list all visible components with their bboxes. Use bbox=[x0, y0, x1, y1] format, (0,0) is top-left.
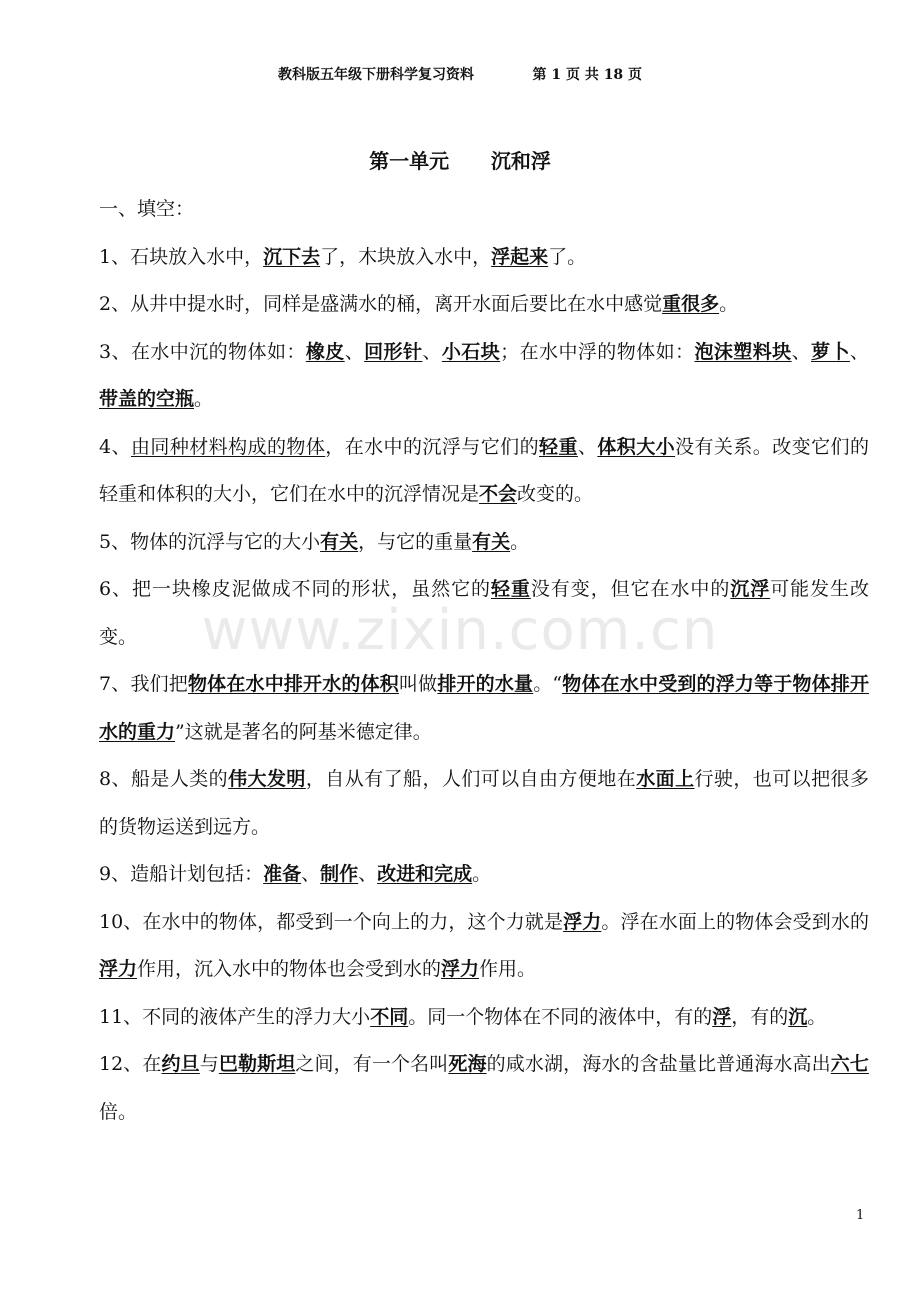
answer-blank: 回形针 bbox=[364, 340, 423, 363]
list-item bbox=[99, 994, 869, 1042]
item-text: 6、把一块橡皮泥做成不同的形状，虽然它的 bbox=[99, 578, 491, 600]
item-text: 5、物体的沉浮与它的大小 bbox=[99, 530, 321, 553]
answer-blank: 浮力 bbox=[441, 958, 480, 980]
unit-title: 第一单元 沉和浮 bbox=[369, 149, 551, 173]
item-text: 、 bbox=[849, 340, 869, 363]
answer-blank: 浮 bbox=[712, 1005, 732, 1028]
answer-blank: 水面上 bbox=[636, 768, 695, 790]
item-text: 。 bbox=[719, 293, 739, 315]
answer-blank: 轻重 bbox=[539, 435, 578, 458]
item-text: ，在水中的沉浮与它们的 bbox=[325, 435, 540, 458]
item-text: 作用。 bbox=[479, 958, 537, 980]
answer-blank: 伟大发明 bbox=[228, 768, 306, 790]
answer-blank: 由同种材料构成的物体 bbox=[130, 435, 326, 458]
item-text: 与 bbox=[199, 1053, 219, 1075]
answer-blank: 沉下去 bbox=[263, 245, 321, 268]
answer-blank: 物体在水中受到的浮力等于物体排开水的重力 bbox=[99, 673, 869, 743]
list-item bbox=[99, 234, 869, 282]
watermark: www.zixin.com.cn bbox=[201, 598, 719, 663]
list-item bbox=[99, 566, 869, 661]
item-text: 12、在 bbox=[99, 1053, 162, 1075]
item-text: 10、在水中的物体，都受到一个向上的力，这个力就是 bbox=[99, 910, 564, 933]
answer-blank: 浮力 bbox=[563, 910, 602, 933]
answer-blank: 萝卜 bbox=[811, 340, 850, 363]
item-text: 的咸水湖，海水的含盐量比普通海水高出 bbox=[486, 1053, 831, 1075]
item-text: 。 bbox=[807, 1005, 827, 1028]
list-item bbox=[99, 1041, 869, 1136]
item-text: 、 bbox=[358, 863, 378, 885]
answer-blank: 约旦 bbox=[161, 1053, 200, 1075]
answer-blank: 准备 bbox=[263, 863, 302, 885]
section-heading: 一、填空： bbox=[99, 198, 195, 220]
answer-blank: 带盖的空瓶 bbox=[99, 388, 195, 410]
answer-blank: 有关 bbox=[320, 530, 359, 553]
item-text: 、 bbox=[344, 340, 365, 363]
answer-blank: 橡皮 bbox=[305, 340, 345, 363]
item-text: 。 bbox=[194, 388, 214, 410]
header-doc-title: 教科版五年级下册科学复习资料 bbox=[277, 67, 474, 83]
item-text: 。同一个物体在不同的液体中，有的 bbox=[408, 1005, 713, 1028]
item-text: 1、石块放入水中， bbox=[99, 245, 264, 268]
answer-blank: 体积大小 bbox=[597, 435, 676, 458]
item-text: 、 bbox=[422, 340, 442, 363]
list-item bbox=[99, 281, 869, 329]
list-item bbox=[99, 424, 869, 519]
item-text: 。 bbox=[472, 863, 492, 885]
item-text: 了。 bbox=[548, 245, 587, 268]
answer-blank: 重很多 bbox=[662, 293, 720, 315]
item-text: 、 bbox=[577, 435, 598, 458]
item-text: 可能发生改变。 bbox=[99, 578, 869, 648]
answer-blank: 泡沫塑料块 bbox=[694, 340, 792, 363]
item-text: 。浮在水面上的物体会受到水的 bbox=[601, 910, 869, 933]
header-page-info: 第 1 页 共 18 页 bbox=[532, 67, 643, 83]
answer-blank: 沉 bbox=[788, 1005, 808, 1028]
list-item bbox=[99, 756, 869, 851]
item-text: 了，木块放入水中， bbox=[320, 245, 492, 268]
fill-in-list bbox=[99, 234, 869, 1137]
item-text: 8、船是人类的 bbox=[99, 768, 229, 790]
answer-blank: 浮力 bbox=[99, 958, 138, 980]
item-text: 倍。 bbox=[99, 1100, 138, 1123]
item-text: 。 bbox=[510, 530, 530, 553]
item-text: 改变的。 bbox=[517, 483, 594, 505]
item-text: ”这就是著名的阿基米德定律。 bbox=[175, 720, 432, 743]
item-text: 9、造船计划包括： bbox=[99, 863, 264, 885]
list-item bbox=[99, 661, 869, 756]
document-body bbox=[99, 186, 869, 1136]
answer-blank: 有关 bbox=[472, 530, 511, 553]
answer-blank: 不同 bbox=[370, 1005, 409, 1028]
answer-blank: 小石块 bbox=[441, 340, 501, 363]
item-text: ，自从有了船，人们可以自由方便地在 bbox=[305, 768, 637, 790]
answer-blank: 轻重 bbox=[490, 578, 531, 600]
answer-blank: 物体在水中排开水的体积 bbox=[187, 673, 399, 695]
item-text: 、 bbox=[791, 340, 812, 363]
list-item bbox=[99, 899, 869, 994]
item-text: 11、不同的液体产生的浮力大小 bbox=[99, 1005, 371, 1028]
item-text: 没有变，但它在水中的 bbox=[530, 578, 731, 600]
answer-blank: 制作 bbox=[320, 863, 359, 885]
answer-blank: 死海 bbox=[448, 1053, 487, 1075]
page-header bbox=[0, 64, 920, 84]
list-item bbox=[99, 851, 869, 899]
item-text: 3、在水中沉的物体如： bbox=[99, 340, 306, 363]
item-text: 没有关系。改变它们的轻重和体积的大小，它们在水中的沉浮情况是 bbox=[99, 435, 869, 505]
answer-blank: 巴勒斯坦 bbox=[218, 1053, 296, 1075]
item-text: 。“ bbox=[533, 673, 563, 695]
item-text: 、 bbox=[301, 863, 321, 885]
answer-blank: 改进和完成 bbox=[377, 863, 473, 885]
answer-blank: 六七 bbox=[830, 1053, 869, 1075]
item-text: 作用，沉入水中的物体也会受到水的 bbox=[137, 958, 442, 980]
item-text: ；在水中浮的物体如： bbox=[500, 340, 695, 363]
answer-blank: 浮起来 bbox=[491, 245, 549, 268]
item-text: 行驶，也可以把很多的货物运送到远方。 bbox=[99, 768, 869, 838]
item-text: 7、我们把 bbox=[99, 673, 188, 695]
item-text: 4、 bbox=[99, 435, 131, 458]
answer-blank: 排开的水量 bbox=[437, 673, 534, 695]
list-item bbox=[99, 519, 869, 567]
item-text: ，与它的重量 bbox=[358, 530, 473, 553]
page-number: 1 bbox=[856, 1208, 865, 1223]
item-text: ，有的 bbox=[731, 1005, 789, 1028]
item-text: 2、从井中提水时，同样是盛满水的桶，离开水面后要比在水中感觉 bbox=[99, 293, 663, 315]
answer-blank: 不会 bbox=[479, 483, 518, 505]
list-item bbox=[99, 329, 869, 424]
answer-blank: 沉浮 bbox=[730, 578, 771, 600]
item-text: 叫做 bbox=[398, 673, 438, 695]
item-text: 之间，有一个名叫 bbox=[295, 1053, 449, 1075]
